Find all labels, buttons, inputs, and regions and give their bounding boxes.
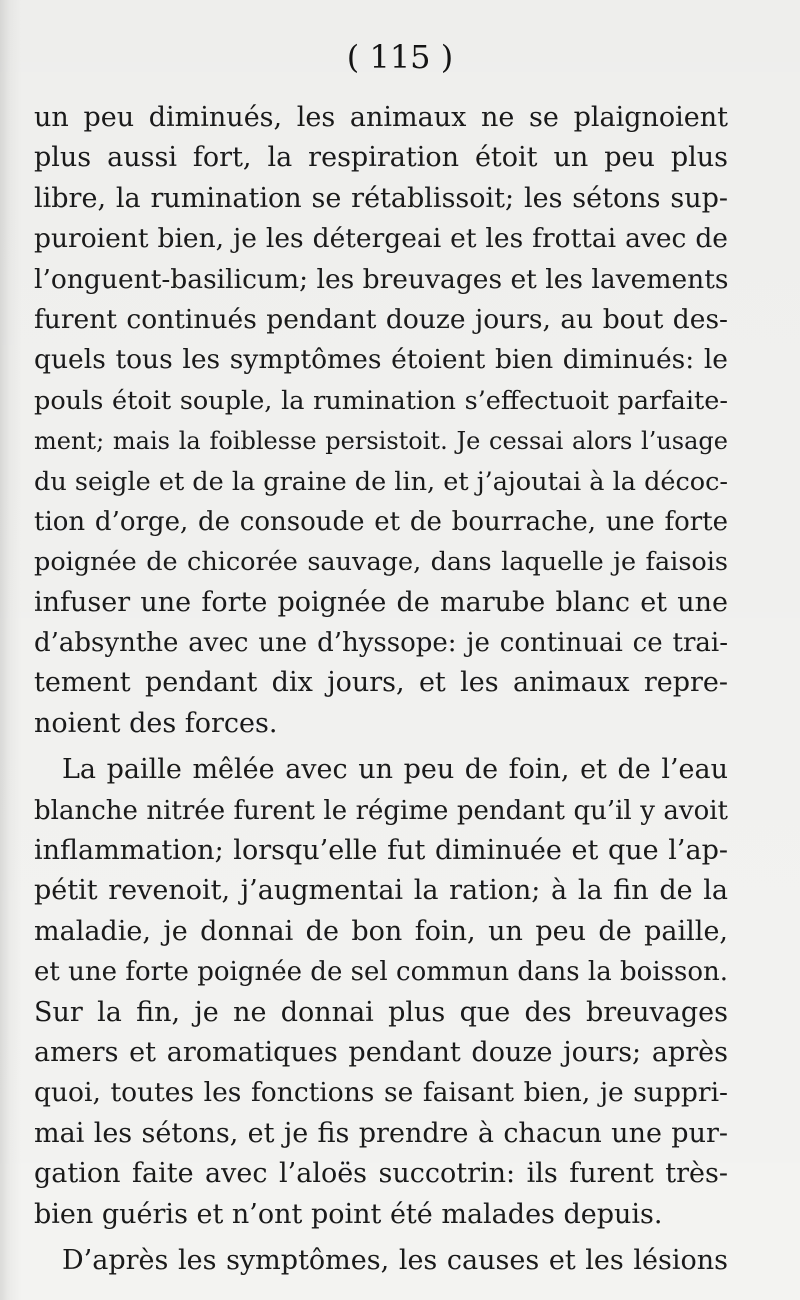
body-text: [0, 98, 800, 1281]
text-line: amers et aromatiques pendant douze jours; après: [34, 1036, 728, 1068]
text-line: du seigle et de la graine de lin, et j’ajoutai à la décoc-: [34, 466, 729, 497]
text-line: et une forte poignée de sel commun dans la boisson.: [34, 957, 728, 988]
text-line: puroient bien, je les détergeai et les frottai avec de: [34, 223, 728, 255]
text-line: blanche nitrée furent le régime pendant qu’il y avoit: [34, 795, 728, 826]
text-line: inflammation; lorsqu’elle fut diminuée et que l’ap-: [34, 835, 728, 867]
text-line: mai les sétons, et je fis prendre à chacun une pur-: [34, 1117, 728, 1149]
text-line: gation faite avec l’aloës succotrin: ils furent très-: [34, 1158, 728, 1190]
text-line: tion d’orge, de consoude et de bourrache, une forte: [34, 506, 728, 537]
text-line: pouls étoit souple, la rumination s’effectuoit parfaite-: [34, 385, 728, 416]
text-line: libre, la rumination se rétablissoit; les sétons sup-: [34, 182, 728, 214]
text-line: tement pendant dix jours, et les animaux repre-: [34, 667, 728, 699]
text-line: La paille mêlée avec un peu de foin, et de l’eau: [62, 754, 728, 786]
text-line: infuser une forte poignée de marube blanc et une: [34, 586, 728, 618]
text-line: ment; mais la foiblesse persistoit. Je cessai alors l’usage: [34, 427, 728, 456]
text-line: poignée de chicorée sauvage, dans laquelle je faisois: [34, 547, 728, 578]
text-line: quels tous les symptômes étoient bien diminués: le: [34, 344, 728, 376]
text-line: D’après les symptômes, les causes et les lésions: [62, 1244, 728, 1276]
text-line: noient des forces.: [34, 707, 278, 739]
text-line: un peu diminués, les animaux ne se plaignoient: [34, 102, 728, 133]
text-line: pétit revenoit, j’augmentai la ration; à la fin de la: [34, 875, 728, 907]
text-line: d’absynthe avec une d’hyssope: je continuai ce trai-: [34, 628, 728, 659]
text-line: Sur la fin, je ne donnai plus que des breuvages: [34, 996, 728, 1028]
text-line: quoi, toutes les fonctions se faisant bien, je suppri-: [34, 1077, 728, 1109]
text-line: furent continués pendant douze jours, au bout des-: [34, 303, 728, 335]
page-number: ( 115 ): [346, 38, 454, 76]
text-line: plus aussi fort, la respiration étoit un peu plus: [34, 142, 728, 174]
text-line: bien guéris et n’ont point été malades depuis.: [34, 1198, 663, 1230]
text-line: maladie, je donnai de bon foin, un peu de paille,: [34, 915, 728, 947]
text-line: l’onguent-basilicum; les breuvages et les lavements: [34, 263, 729, 295]
